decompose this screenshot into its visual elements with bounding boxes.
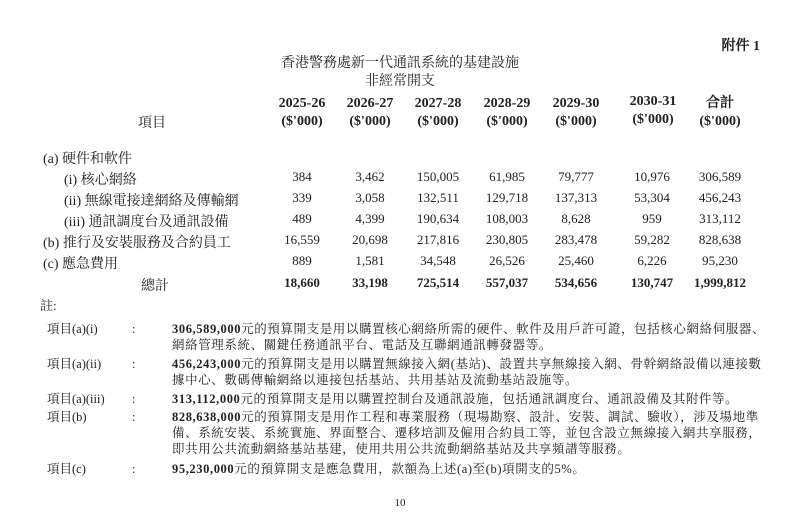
document-title bbox=[120, 55, 680, 91]
table-row-total: 總計 18,660 33,198 725,514 557,037 534,656 130,747 1,999,812 bbox=[141, 275, 746, 294]
notes-heading: 註: bbox=[40, 298, 57, 313]
annex-label: 附件 1 bbox=[721, 39, 760, 54]
note-item: 項目(b) : 828,638,000元的預算開支是用作工程和專業服務（現場勘察、設計、安裝、調試、驗收），涉及場地準備、系統安裝、系統實施、界面整合、遷移培訓及僱用合約員工等，並包含設立無線接入網共享服務，即共用公共流動網絡基站基建，使用共用公共流動網絡基站及共享頻譜等服務。 bbox=[47, 410, 762, 456]
note-item: 項目(a)(ii) : 456,243,000元的預算開支是用以購置無線接入網(基站)、設置共享無線接入網、骨幹網絡設備以連接數據中心、數碼傳輸網絡以連接包括基站、共用基站及流動基站設施等。 bbox=[47, 357, 762, 387]
table-row: (iii) 通訊調度台及通訊設備 489 4,399 190,634 108,003 8,628 959 313,112 bbox=[64, 211, 741, 230]
col-header: 2026-27 ($'000) bbox=[346, 96, 394, 129]
title-line-2: 非經常開支 bbox=[365, 74, 435, 89]
note-item: 項目(c) : 95,230,000元的預算開支是應急費用，款額為上述(a)至(b)項開支的5%。 bbox=[47, 462, 586, 476]
note-item: 項目(a)(i) : 306,589,000元的預算開支是用以購置核心網絡所需的硬件、軟件及用戶許可證，包括核心網絡伺服器、網絡管理系統、關鍵任務通訊平台、電話及互聯網通訊轉發器等。 bbox=[47, 322, 766, 352]
col-header: 2027-28 ($'000) bbox=[414, 96, 462, 129]
table-row: (a) 硬件和軟件 bbox=[43, 152, 133, 167]
col-header: 2025-26 ($'000) bbox=[278, 96, 326, 129]
col-header: 2028-29 ($'000) bbox=[483, 96, 531, 129]
col-header-total: 合計 ($'000) bbox=[699, 96, 741, 129]
table-row: (ii) 無線電接達網絡及傳輸網 339 3,058 132,511 129,718 137,313 53,304 456,243 bbox=[64, 190, 742, 209]
note-item: 項目(a)(iii) : 313,112,000元的預算開支是用以購置控制台及通訊設施，包括通訊調度台、通訊設備及其附件等。 bbox=[47, 392, 739, 406]
page-number: 10 bbox=[394, 497, 406, 509]
table-row: (b) 推行及安裝服務及合約員工 16,559 20,698 217,816 230,805 283,478 59,282 828,638 bbox=[43, 232, 742, 251]
title-line-1: 香港警務處新一代通訊系統的基建設施 bbox=[281, 56, 519, 71]
col-header: 2029-30 ($'000) bbox=[552, 96, 600, 129]
table-row: (c) 應急費用 889 1,581 34,548 26,526 25,460 6,226 95,230 bbox=[43, 253, 738, 272]
col-header: 2030-31 ($'000) bbox=[629, 94, 677, 127]
item-column-header: 項目 bbox=[138, 116, 166, 131]
table-row: (i) 核心網絡 384 3,462 150,005 61,985 79,777 10,976 306,589 bbox=[64, 169, 742, 188]
